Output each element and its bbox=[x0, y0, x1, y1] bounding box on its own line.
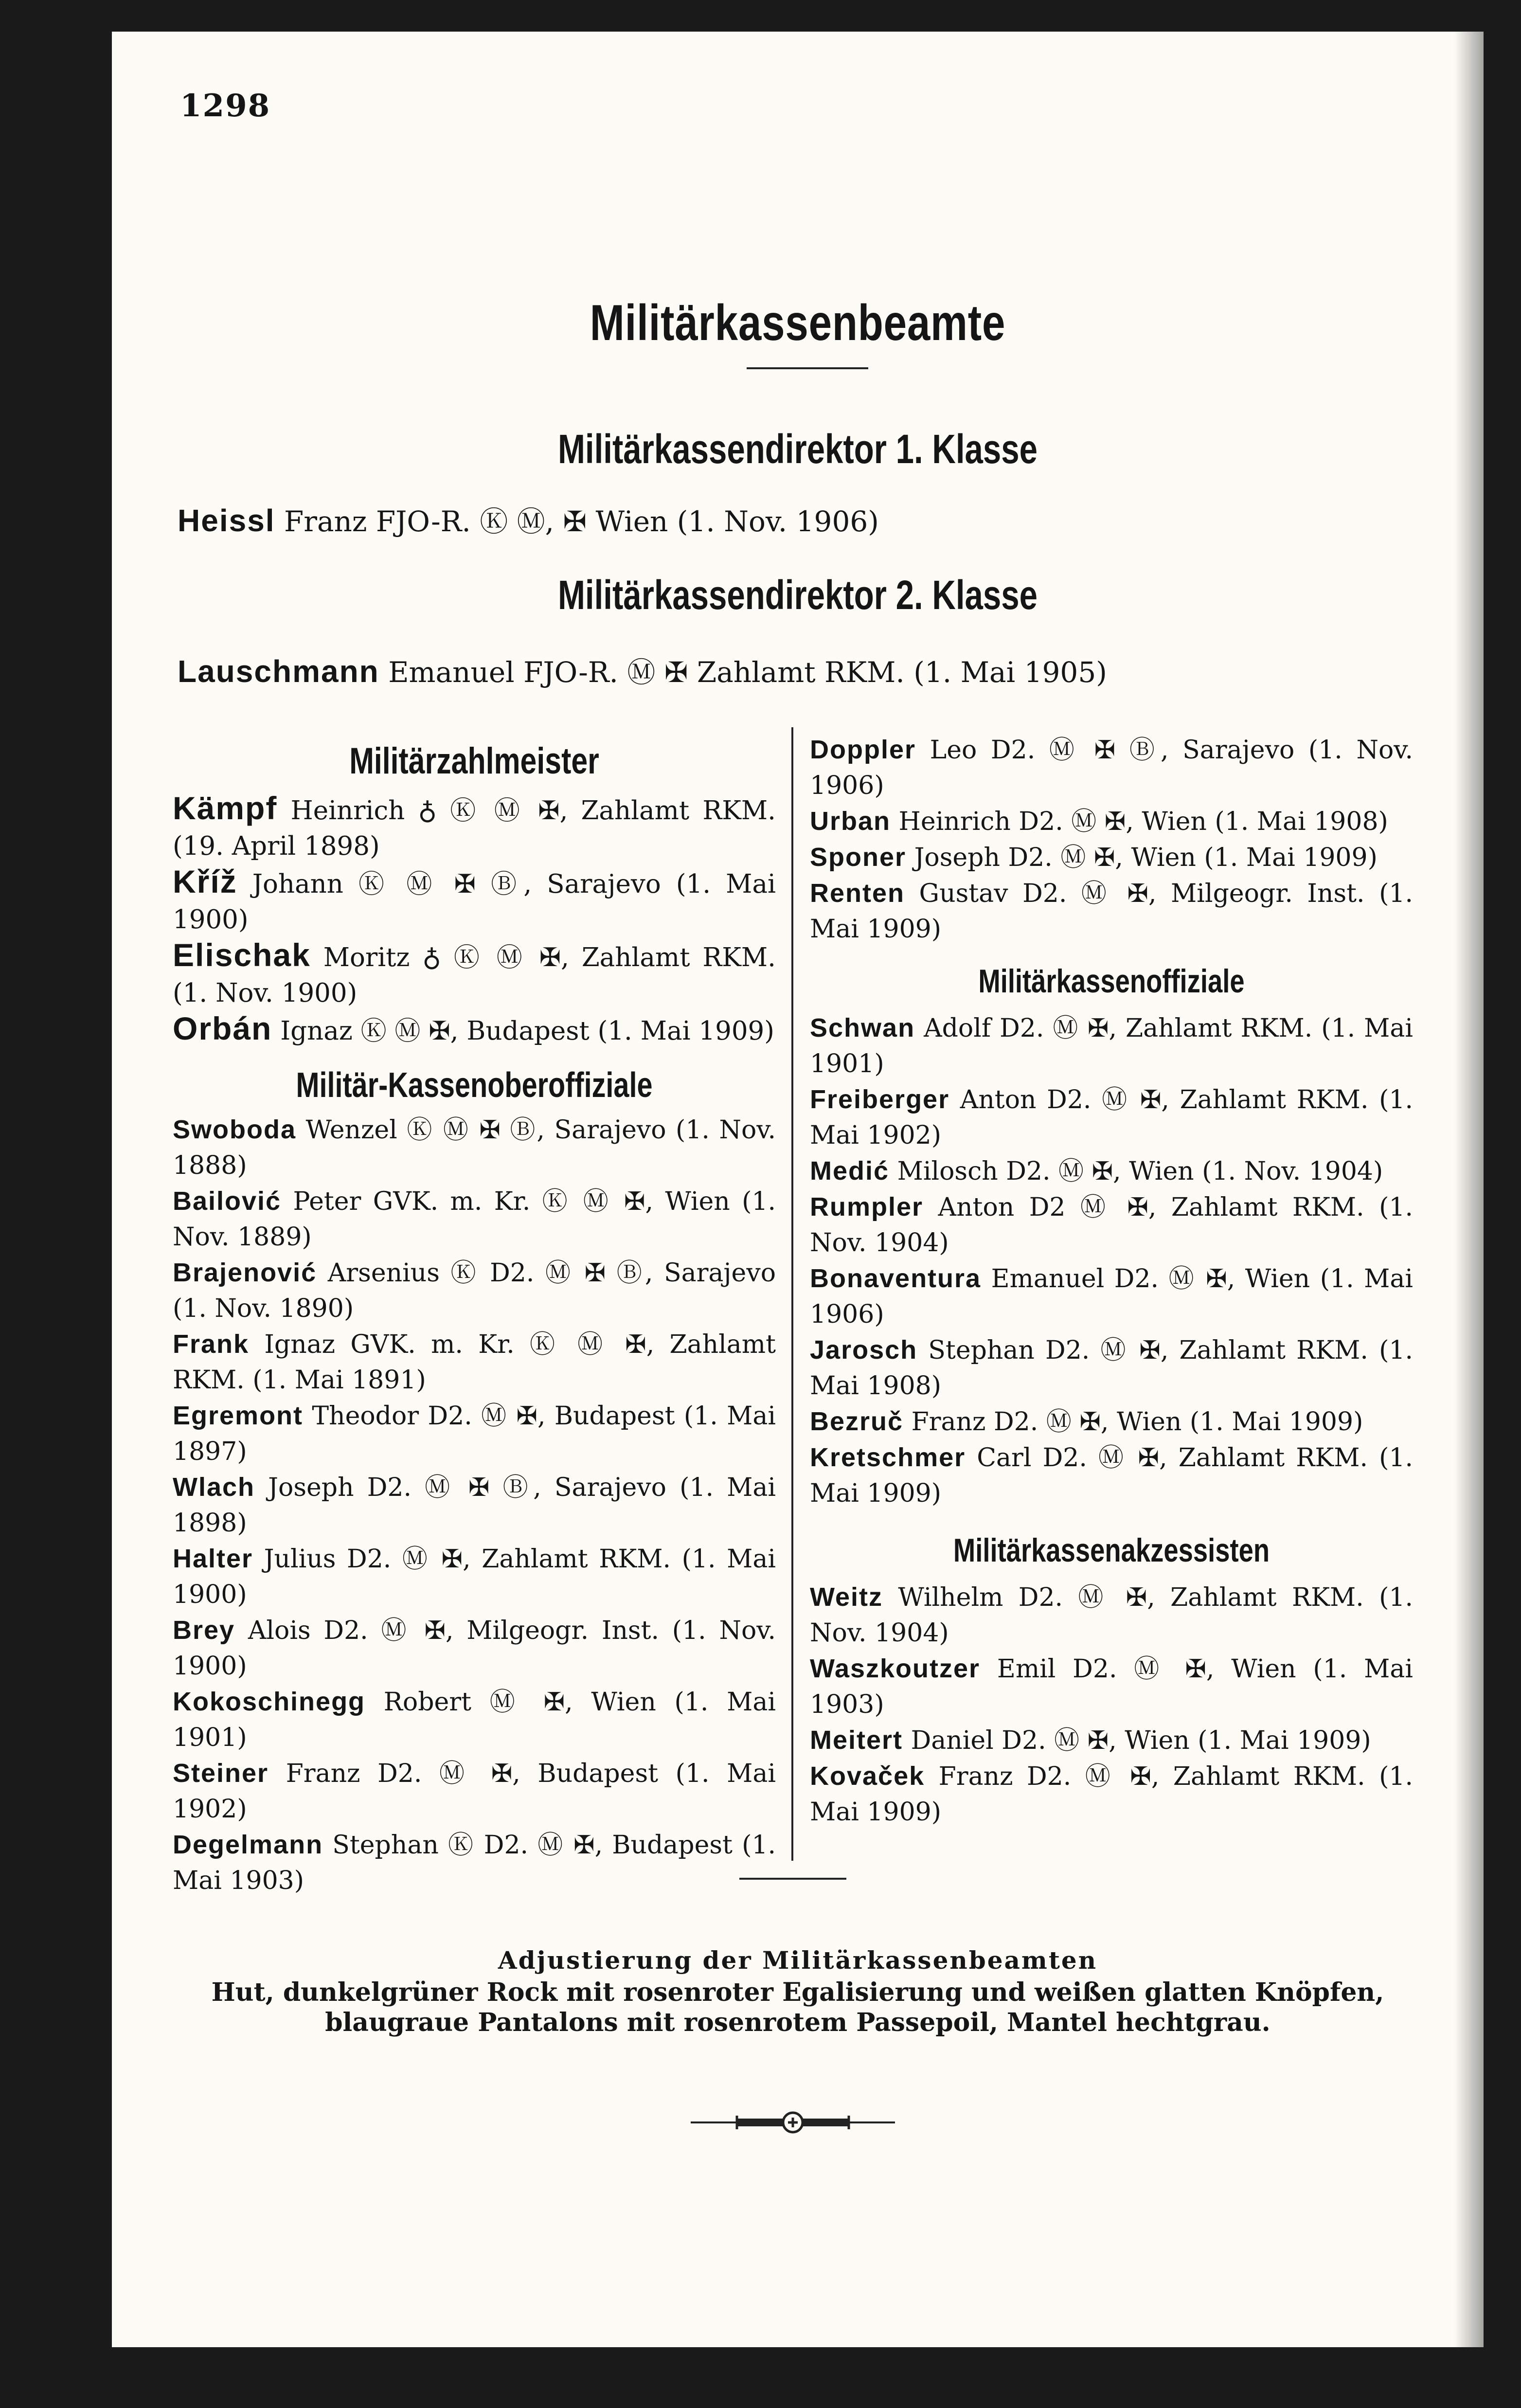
entry-name: Swoboda bbox=[173, 1115, 296, 1144]
ornament-icon bbox=[691, 2108, 895, 2137]
entry-text: Peter GVK. m. Kr. Ⓚ Ⓜ ✠, Wien (1. Nov. 1889) bbox=[173, 1187, 776, 1252]
entry-name: Wlach bbox=[173, 1473, 255, 1502]
entry-text: Moritz ♁ Ⓚ Ⓜ ✠, Zahlamt RKM. (1. Nov. 1900) bbox=[173, 943, 776, 1008]
entry-text: Anton D2. Ⓜ ✠, Zahlamt RKM. (1. Mai 1902) bbox=[810, 1085, 1414, 1150]
entry-name: Sponer bbox=[810, 843, 907, 872]
entry-text: Wilhelm D2. Ⓜ ✠, Zahlamt RKM. (1. Nov. 1904) bbox=[810, 1583, 1413, 1648]
entry-text: Theodor D2. Ⓜ ✠, Budapest (1. Mai 1897) bbox=[173, 1402, 776, 1466]
entry-text: Anton D2 Ⓜ ✠, Zahlamt RKM. (1. Nov. 1904) bbox=[810, 1193, 1413, 1258]
entry-name: Brajenović bbox=[173, 1258, 317, 1287]
entry-text: Heinrich D2. Ⓜ ✠, Wien (1. Mai 1908) bbox=[898, 807, 1388, 836]
zahlmeister-list bbox=[173, 791, 776, 1049]
entry-text: Johann Ⓚ Ⓜ ✠ Ⓑ, Sarajevo (1. Mai 1900) bbox=[173, 869, 776, 934]
section-heading-direktor-1: Militärkassendirektor 1. Klasse bbox=[557, 426, 1038, 472]
list-item bbox=[810, 840, 1413, 876]
akzessisten-list bbox=[810, 1580, 1413, 1830]
entry-text: Alois D2. Ⓜ ✠, Milgeogr. Inst. (1. Nov. 1900) bbox=[173, 1616, 776, 1681]
entry-name: Urban bbox=[810, 807, 891, 836]
offiziale-list bbox=[810, 1010, 1413, 1511]
list-item bbox=[173, 937, 776, 1011]
list-item bbox=[173, 1613, 776, 1684]
list-item bbox=[810, 1723, 1413, 1759]
adjustierung-text: Hut, dunkelgrüner Rock mit rosenroter Egalisierung und weißen glatten Knöpfen, blaugraue Pantalons mit rosenrotem Passepoil, Mantel hechtgrau. bbox=[211, 1977, 1384, 2037]
entry-name: Renten bbox=[810, 879, 905, 908]
entry-lauschmann bbox=[178, 649, 1107, 690]
list-item bbox=[173, 1470, 776, 1541]
entry-text: Robert Ⓜ ✠, Wien (1. Mai 1901) bbox=[173, 1688, 776, 1752]
right-column bbox=[810, 732, 1413, 1830]
left-column bbox=[173, 732, 776, 1899]
entry-text: Emanuel D2. Ⓜ ✠, Wien (1. Mai 1906) bbox=[810, 1264, 1413, 1329]
entry-name: Bonaventura bbox=[810, 1264, 982, 1293]
list-item bbox=[810, 1010, 1413, 1082]
page-edge-shadow bbox=[1454, 32, 1484, 2347]
entry-name: Egremont bbox=[173, 1401, 304, 1430]
list-item bbox=[173, 1011, 776, 1049]
list-item bbox=[810, 1651, 1413, 1723]
list-item bbox=[173, 1756, 776, 1827]
entry-text: Stephan D2. Ⓜ ✠, Zahlamt RKM. (1. Mai 1908) bbox=[810, 1336, 1414, 1401]
list-item bbox=[173, 1541, 776, 1613]
entry-name: Frank bbox=[173, 1330, 250, 1359]
entry-name: Waszkoutzer bbox=[810, 1654, 981, 1683]
entry-name: Doppler bbox=[810, 735, 916, 764]
list-item bbox=[810, 1404, 1413, 1440]
list-item bbox=[173, 1327, 776, 1398]
entry-name: Degelmann bbox=[173, 1830, 323, 1859]
entry-text: Arsenius Ⓚ D2. Ⓜ ✠ Ⓑ, Sarajevo (1. Nov. 1890) bbox=[173, 1258, 776, 1323]
list-item bbox=[173, 1255, 776, 1327]
list-item bbox=[810, 1261, 1413, 1332]
entry-text: Daniel D2. Ⓜ ✠, Wien (1. Mai 1909) bbox=[911, 1726, 1371, 1755]
entry-name: Bezruč bbox=[810, 1407, 904, 1436]
entry-name: Lauschmann bbox=[178, 654, 379, 689]
entry-heissl bbox=[178, 499, 879, 539]
entry-text: Carl D2. Ⓜ ✠, Zahlamt RKM. (1. Mai 1909) bbox=[810, 1443, 1413, 1508]
entry-name: Kříž bbox=[173, 863, 237, 899]
entry-text: Julius D2. Ⓜ ✠, Zahlamt RKM. (1. Mai 1900) bbox=[173, 1545, 776, 1609]
entry-text: Ignaz GVK. m. Kr. Ⓚ Ⓜ ✠, Zahlamt RKM. (1. Mai 1891) bbox=[173, 1330, 776, 1395]
list-item bbox=[173, 1398, 776, 1470]
entry-text: Heinrich ♁ Ⓚ Ⓜ ✠, Zahlamt RKM. (19. April 1898) bbox=[173, 796, 776, 861]
list-item bbox=[173, 1684, 776, 1756]
entry-text: Franz D2. Ⓜ ✠, Wien (1. Mai 1909) bbox=[911, 1407, 1363, 1437]
list-item bbox=[173, 1112, 776, 1184]
entry-name: Halter bbox=[173, 1544, 253, 1573]
page-title: Militärkassenbeamte bbox=[590, 295, 1006, 351]
bottom-divider bbox=[739, 1878, 846, 1880]
entry-name: Heissl bbox=[178, 503, 275, 538]
section-heading-offiziale: Militärkassenoffiziale bbox=[978, 963, 1245, 1000]
list-item bbox=[173, 791, 776, 864]
list-item bbox=[810, 1153, 1413, 1189]
entry-text: Franz FJO-R. Ⓚ Ⓜ, ✠ Wien (1. Nov. 1906) bbox=[284, 505, 879, 538]
entry-name: Jarosch bbox=[810, 1335, 918, 1365]
section-heading-oberoffiziale: Militär-Kassenoberoffiziale bbox=[296, 1066, 653, 1105]
list-item bbox=[810, 1759, 1413, 1830]
entry-text: Leo D2. Ⓜ ✠ Ⓑ, Sarajevo (1. Nov. 1906) bbox=[810, 736, 1413, 800]
list-item bbox=[173, 864, 776, 937]
adjustierung-title: Adjustierung der Militärkassenbeamten bbox=[498, 1946, 1098, 1975]
list-item bbox=[810, 876, 1413, 947]
section-heading-zahlmeister: Militärzahlmeister bbox=[349, 740, 599, 782]
list-item bbox=[810, 1440, 1413, 1511]
entry-name: Rumpler bbox=[810, 1192, 924, 1222]
entry-text: Adolf D2. Ⓜ ✠, Zahlamt RKM. (1. Mai 1901) bbox=[810, 1014, 1414, 1078]
entry-name: Elischak bbox=[173, 937, 311, 973]
entry-name: Orbán bbox=[173, 1010, 272, 1046]
entry-name: Kretschmer bbox=[810, 1443, 966, 1472]
entry-name: Kovaček bbox=[810, 1761, 925, 1791]
entry-name: Kokoschinegg bbox=[173, 1687, 366, 1716]
entry-text: Milosch D2. Ⓜ ✠, Wien (1. Nov. 1904) bbox=[897, 1157, 1383, 1186]
entry-text: Stephan Ⓚ D2. Ⓜ ✠, Budapest (1. Mai 1903) bbox=[173, 1831, 776, 1895]
entry-text: Wenzel Ⓚ Ⓜ ✠ Ⓑ, Sarajevo (1. Nov. 1888) bbox=[173, 1115, 776, 1180]
entry-name: Weitz bbox=[810, 1582, 883, 1612]
entry-name: Meitert bbox=[810, 1725, 903, 1755]
list-item bbox=[173, 1827, 776, 1899]
entry-text: Emil D2. Ⓜ ✠, Wien (1. Mai 1903) bbox=[810, 1654, 1413, 1719]
section-heading-direktor-2: Militärkassendirektor 2. Klasse bbox=[557, 572, 1038, 618]
list-item bbox=[810, 1082, 1413, 1153]
entry-name: Freiberger bbox=[810, 1085, 950, 1114]
entry-text: Joseph D2. Ⓜ ✠, Wien (1. Mai 1909) bbox=[914, 843, 1378, 872]
entry-name: Medić bbox=[810, 1156, 890, 1186]
column-divider bbox=[791, 727, 793, 1861]
entry-name: Schwan bbox=[810, 1013, 915, 1042]
entry-text: Gustav D2. Ⓜ ✠, Milgeogr. Inst. (1. Mai 1909) bbox=[810, 879, 1413, 944]
page-number: 1298 bbox=[180, 88, 271, 124]
entry-name: Steiner bbox=[173, 1759, 269, 1788]
entry-text: Franz D2. Ⓜ ✠, Zahlamt RKM. (1. Mai 1909) bbox=[810, 1762, 1413, 1827]
entry-text: Ignaz Ⓚ Ⓜ ✠, Budapest (1. Mai 1909) bbox=[280, 1016, 774, 1046]
entry-name: Brey bbox=[173, 1616, 235, 1645]
title-divider bbox=[747, 367, 868, 369]
continued-list bbox=[810, 732, 1413, 947]
list-item bbox=[810, 804, 1413, 840]
section-heading-akzessisten: Militärkassenakzessisten bbox=[953, 1532, 1270, 1569]
list-item bbox=[173, 1184, 776, 1255]
list-item bbox=[810, 732, 1413, 804]
oberoffiziale-list bbox=[173, 1112, 776, 1899]
list-item bbox=[810, 1580, 1413, 1651]
entry-text: Emanuel FJO-R. Ⓜ ✠ Zahlamt RKM. (1. Mai 1905) bbox=[388, 656, 1107, 689]
list-item bbox=[810, 1189, 1413, 1261]
entry-text: Joseph D2. Ⓜ ✠ Ⓑ, Sarajevo (1. Mai 1898) bbox=[173, 1473, 776, 1538]
entry-name: Bailović bbox=[173, 1186, 282, 1216]
document-page bbox=[112, 32, 1484, 2347]
entry-name: Kämpf bbox=[173, 790, 278, 826]
list-item bbox=[810, 1332, 1413, 1404]
entry-text: Franz D2. Ⓜ ✠, Budapest (1. Mai 1902) bbox=[173, 1759, 776, 1824]
